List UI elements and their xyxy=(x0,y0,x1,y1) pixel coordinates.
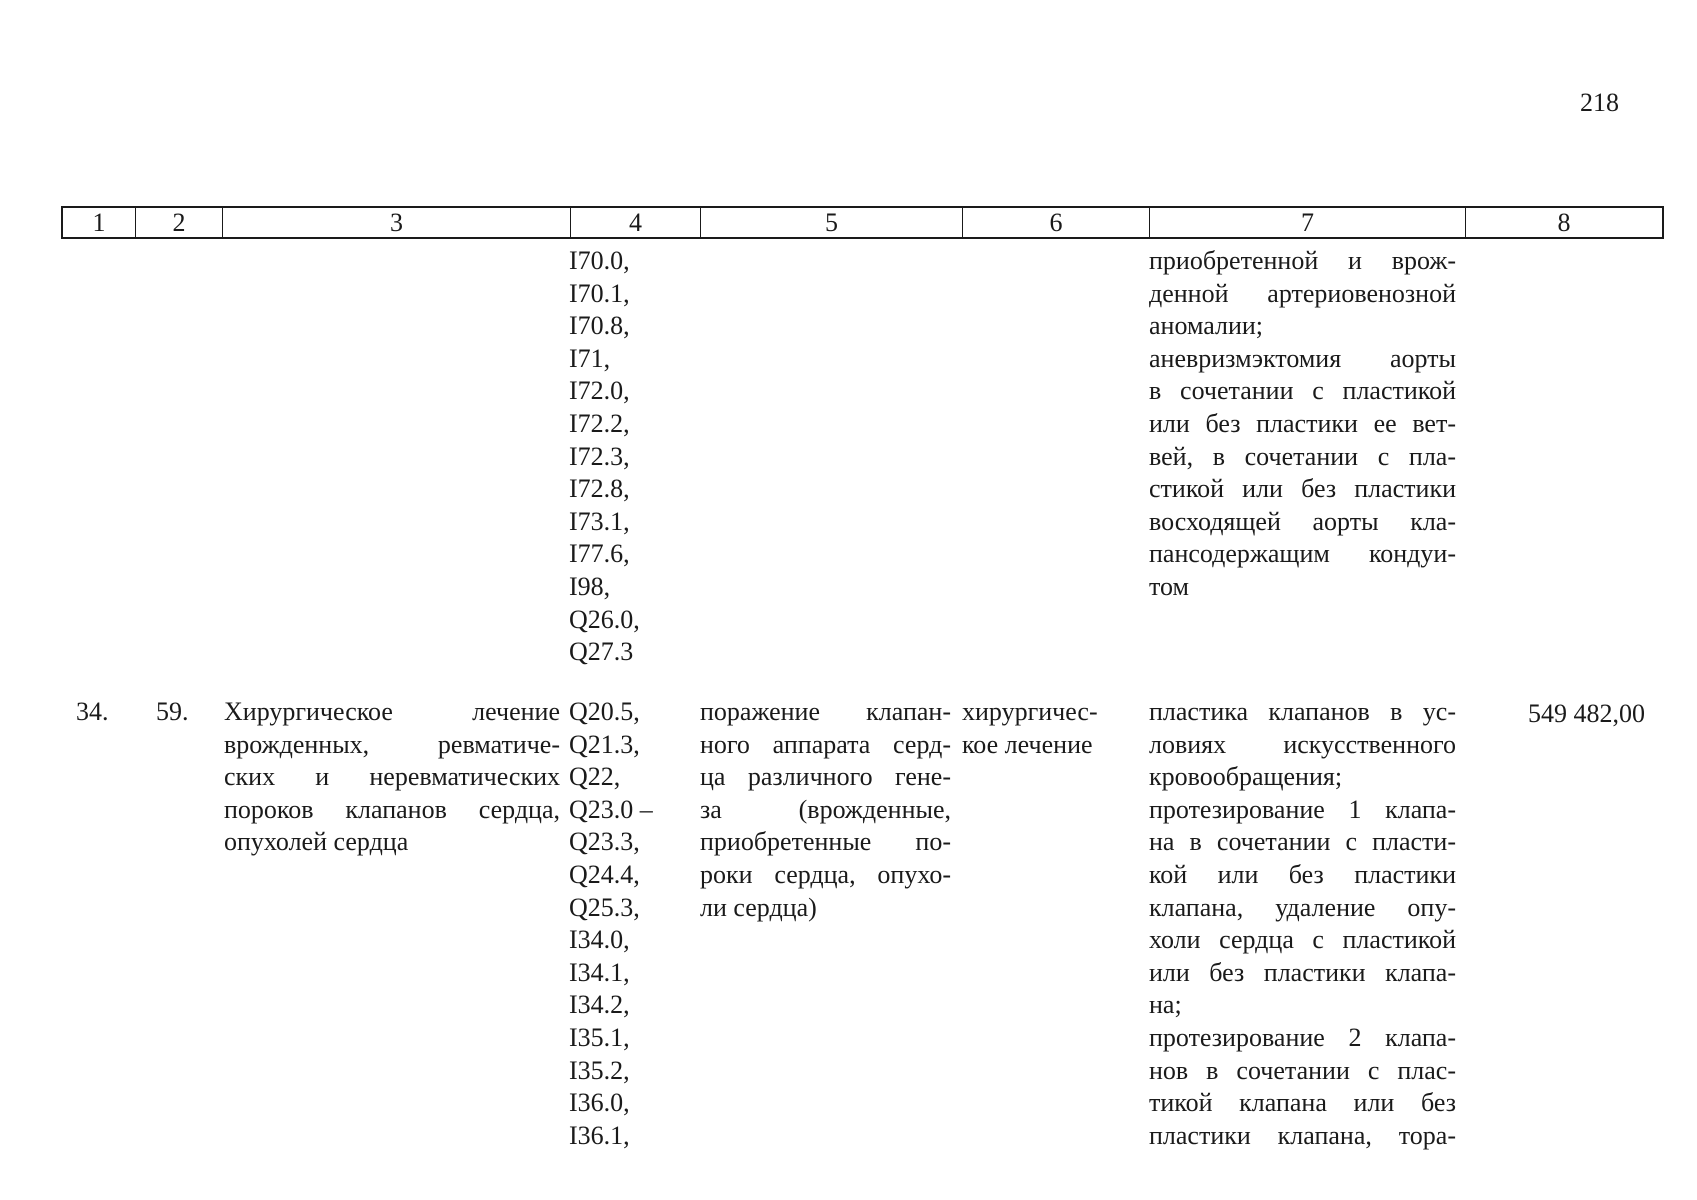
method-line: стикой или без пластики xyxy=(1149,474,1456,504)
code-line: I71, xyxy=(569,343,611,373)
code-line: I36.0, xyxy=(569,1088,630,1118)
code-line: I35.1, xyxy=(569,1022,630,1052)
code-line: I72.2, xyxy=(569,408,630,438)
method-line: на в сочетании с пласти- xyxy=(1149,827,1456,857)
header-col-8: 8 xyxy=(1557,208,1571,237)
code-line: I72.3, xyxy=(569,441,630,471)
model-line: ца различного гене- xyxy=(700,762,951,792)
method-line: пансодержащим кондуи- xyxy=(1149,539,1456,569)
code-line: I35.2, xyxy=(569,1055,630,1085)
code-line: I72.8, xyxy=(569,474,630,504)
treatment-line: кое лечение xyxy=(962,729,1093,759)
method-line: клапана, удаление опу- xyxy=(1149,892,1456,922)
continued-method-column xyxy=(1149,245,1456,604)
method-line: пластика клапанов в ус- xyxy=(1149,697,1456,726)
treatment-line: хирургичес- xyxy=(962,697,1098,726)
item-number: 59. xyxy=(156,697,189,726)
code-line: I72.0, xyxy=(569,376,630,406)
model-line: ного аппарата серд- xyxy=(700,729,951,759)
method-line: денной артериовенозной xyxy=(1149,278,1456,308)
method-line: ловиях искусственного xyxy=(1149,729,1456,759)
code-line: I73.1, xyxy=(569,506,630,536)
method-line: холи сердца с пластикой xyxy=(1149,925,1456,955)
method-line: кой или без пластики xyxy=(1149,859,1456,889)
code-line: I34.0, xyxy=(569,925,630,955)
method-line: или без пластики ее вет- xyxy=(1149,408,1456,438)
method-line: на; xyxy=(1149,990,1182,1020)
code-line: I70.0, xyxy=(569,246,630,275)
code-line: Q25.3, xyxy=(569,892,640,922)
code-line: Q21.3, xyxy=(569,729,640,759)
method-line: кровообращения; xyxy=(1149,762,1343,792)
code-line: Q20.5, xyxy=(569,697,640,726)
model-line: ли сердца) xyxy=(700,892,817,922)
header-col-2: 2 xyxy=(136,208,223,237)
method-line: или без пластики клапа- xyxy=(1149,957,1456,987)
cost-value: 549 482,00 xyxy=(1528,699,1645,728)
code-line: I70.1, xyxy=(569,278,630,308)
method-line: том xyxy=(1149,571,1189,601)
continued-codes-column xyxy=(569,245,640,669)
method-line: нов в сочетании с плас- xyxy=(1149,1055,1456,1085)
code-line: I34.2, xyxy=(569,990,630,1020)
model-line: поражение клапан- xyxy=(700,697,951,726)
method-line: пластики клапана, тора- xyxy=(1149,1120,1456,1150)
table-header-row xyxy=(61,206,1664,239)
treatment-method-column xyxy=(1149,696,1456,1152)
header-col-6: 6 xyxy=(963,208,1150,237)
header-col-1: 1 xyxy=(63,208,136,237)
name-line: пороков клапанов сердца, xyxy=(224,794,560,824)
method-line: тикой клапана или без xyxy=(1149,1088,1456,1118)
header-col-5: 5 xyxy=(701,208,963,237)
patient-model-column xyxy=(700,696,951,924)
code-line: I34.1, xyxy=(569,957,630,987)
treatment-type-column xyxy=(962,696,1098,761)
method-line: протезирование 2 клапа- xyxy=(1149,1022,1456,1052)
code-line: Q26.0, xyxy=(569,604,640,634)
method-line: аневризмэктомия аорты xyxy=(1149,343,1456,373)
code-line: Q23.3, xyxy=(569,827,640,857)
name-line: ских и неревматических xyxy=(224,762,560,792)
code-line: Q24.4, xyxy=(569,859,640,889)
method-line: протезирование 1 клапа- xyxy=(1149,794,1456,824)
name-line: опухолей сердца xyxy=(224,827,409,857)
group-number: 34. xyxy=(76,697,109,726)
method-line: в сочетании с пластикой xyxy=(1149,376,1456,406)
model-line: роки сердца, опухо- xyxy=(700,859,951,889)
code-line: I36.1, xyxy=(569,1120,630,1150)
code-line: I70.8, xyxy=(569,311,630,341)
method-line: приобретенной и врож- xyxy=(1149,246,1456,275)
page-number: 218 xyxy=(1580,88,1619,117)
code-line: I98, xyxy=(569,571,611,601)
treatment-name-column xyxy=(224,696,560,859)
code-line: Q22, xyxy=(569,762,621,792)
model-line: приобретенные по- xyxy=(700,827,951,857)
icd-codes-column xyxy=(569,696,653,1152)
code-line: Q27.3 xyxy=(569,637,634,667)
name-line: Хирургическое лечение xyxy=(224,697,560,726)
model-line: за (врожденные, xyxy=(700,794,951,824)
name-line: врожденных, ревматиче- xyxy=(224,729,560,759)
header-col-3: 3 xyxy=(223,208,571,237)
method-line: аномалии; xyxy=(1149,311,1264,341)
header-col-7: 7 xyxy=(1150,208,1466,237)
method-line: вей, в сочетании с пла- xyxy=(1149,441,1456,471)
header-col-4: 4 xyxy=(571,208,701,237)
code-line: Q23.0 – xyxy=(569,794,653,824)
code-line: I77.6, xyxy=(569,539,630,569)
method-line: восходящей аорты кла- xyxy=(1149,506,1456,536)
